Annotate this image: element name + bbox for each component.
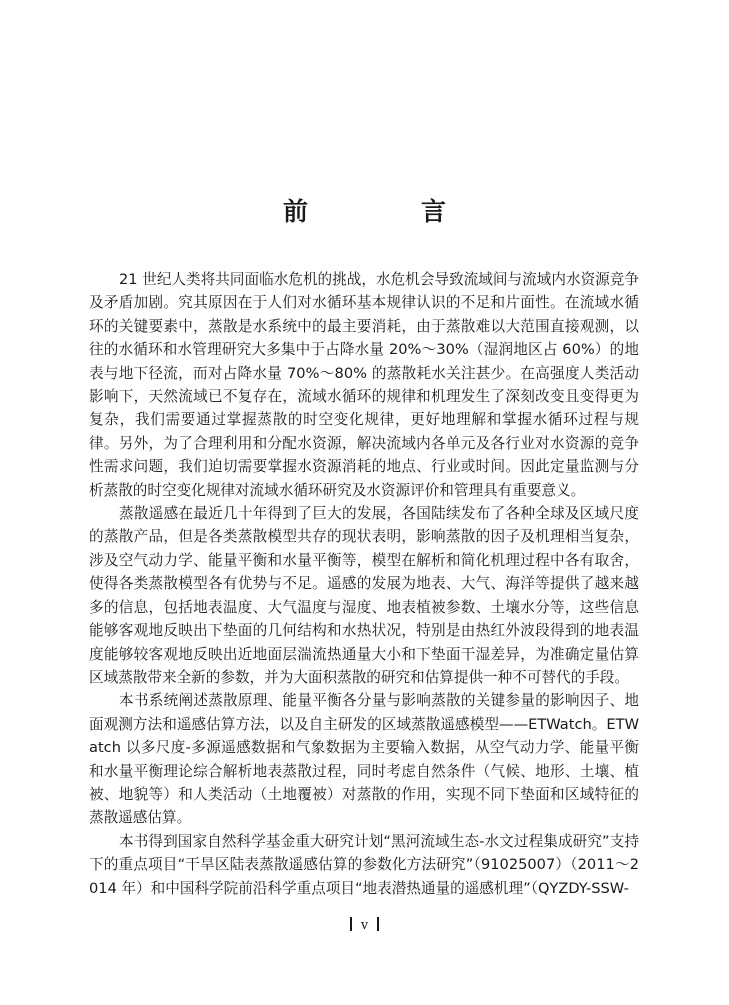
paragraph-1: 21 世纪人类将共同面临水危机的挑战，水危机会导致流域间与流域内水资源竞争及矛盾加剧。究其原因在于人们对水循环基本规律认识的不足和片面性。在流域水循环的关键要素中，蒸散是水系统中的最主要消耗，由于蒸散难以大范围直接观测，以往的水循环和水管理研究大多集中于占降水量 20%～30%（湿润地区占 60%）的地表与地下径流，而对占降水量 70%～80% 的蒸散耗水关注甚少。在高强度人类活动影响下，天然流域已不复存在，流域水循环的规律和机理发生了深刻改变且变得更为复杂，我们需要通过掌握蒸散的时空变化规律，更好地理解和掌握水循环过程与规律。另外，为了合理利用和分配水资源，解决流域内各单元及各行业对水资源的竞争性需求问题，我们迫切需要掌握水资源消耗的地点、行业或时间。因此定量监测与分析蒸散的时空变化规律对流域水循环研究及水资源评价和管理具有重要意义。 [89,271,639,499]
paragraph-2: 蒸散遥感在最近几十年得到了巨大的发展，各国陆续发布了各种全球及区域尺度的蒸散产品，但是各类蒸散模型共存的现状表明，影响蒸散的因子及机理相当复杂，涉及空气动力学、能量平衡和水量平衡等，模型在解析和简化机理过程中各有取舍，使得各类蒸散模型各有优势与不足。遥感的发展为地表、大气、海洋等提供了越来越多的信息，包括地表温度、大气温度与湿度、地表植被参数、土壤水分等，这些信息能够客观地反映出下垫面的几何结构和水热状况，特别是由热红外波段得到的地表温度能够较客观地反映出近地面层湍流热通量大小和下垫面干湿差异，为准确定量估算区域蒸散带来全新的参数，并为大面积蒸散的研究和估算提供一种不可替代的手段。 [89,505,639,686]
page-title: 前 言 [282,197,490,226]
paragraph-3: 本书系统阐述蒸散原理、能量平衡各分量与影响蒸散的关键参量的影响因子、地面观测方法和遥感估算方法，以及自主研发的区域蒸散遥感模型——ETWatch。ETWatch 以多尺度-多源遥感数据和气象数据为主要输入数据，从空气动力学、能量平衡和水量平衡理论综合解析地表蒸散过程，同时考虑自然条件（气候、地形、土壤、植被、地貌等）和人类活动（土地覆被）对蒸散的作用，实现不同下垫面和区域特征的蒸散遥感估算。 [89,692,639,827]
preface-body [89,268,639,900]
page-number [0,916,729,936]
folio-right-rule [377,917,378,931]
paragraph-4: 本书得到国家自然科学基金重大研究计划“黑河流域生态-水文过程集成研究”支持下的重点项目“干旱区陆表蒸散遥感估算的参数化方法研究”（91025007）（2011～2014 年）和中国科学院前沿科学重点项目“地表潜热通量的遥感机理”（QYZDY-SSW- [89,832,639,897]
page-number-value: v [360,918,369,933]
folio-left-rule [350,917,351,931]
